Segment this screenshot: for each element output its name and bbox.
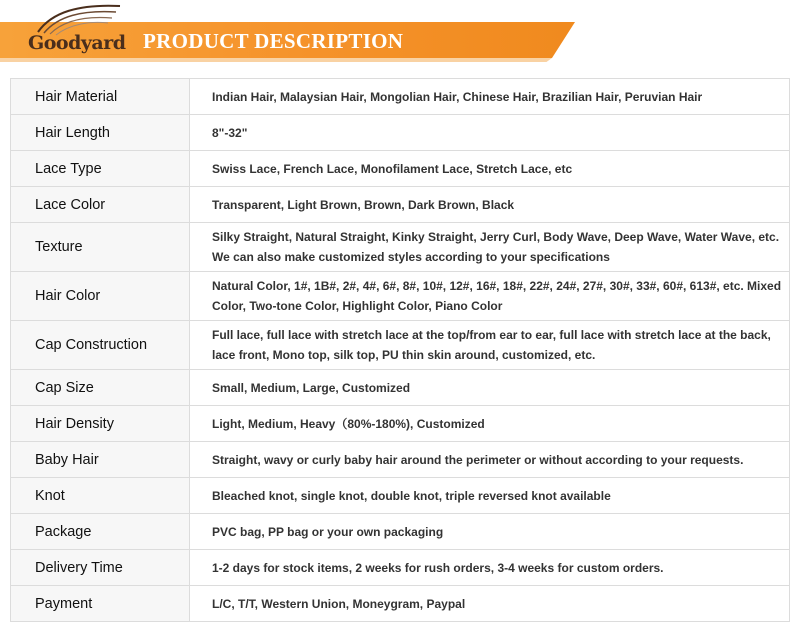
- table-row: [11, 272, 790, 321]
- row-label: Payment: [11, 586, 190, 622]
- table-row: [11, 151, 790, 187]
- row-label: Cap Construction: [11, 321, 190, 370]
- table-row: [11, 79, 790, 115]
- row-value: Natural Color, 1#, 1B#, 2#, 4#, 6#, 8#, 10#, 12#, 16#, 18#, 22#, 24#, 27#, 30#, 33#, 60#, 613#, etc. Mixed Color, Two-tone Color, Highlight Color, Piano Color: [190, 272, 790, 321]
- row-value: Small, Medium, Large, Customized: [190, 370, 790, 406]
- table-row: [11, 115, 790, 151]
- row-label: Hair Material: [11, 79, 190, 115]
- row-value: 8"-32": [190, 115, 790, 151]
- header: [0, 0, 800, 70]
- row-label: Hair Density: [11, 406, 190, 442]
- row-value: Indian Hair, Malaysian Hair, Mongolian Hair, Chinese Hair, Brazilian Hair, Peruvian Hair: [190, 79, 790, 115]
- row-value: PVC bag, PP bag or your own packaging: [190, 514, 790, 550]
- row-value: 1-2 days for stock items, 2 weeks for rush orders, 3-4 weeks for custom orders.: [190, 550, 790, 586]
- product-spec-table: [10, 78, 790, 622]
- row-label: Baby Hair: [11, 442, 190, 478]
- row-label: Texture: [11, 223, 190, 272]
- hair-swoosh-icon: [34, 2, 124, 36]
- logo-text: Goodyard: [28, 32, 126, 54]
- table-row: [11, 321, 790, 370]
- page-title: PRODUCT DESCRIPTION: [143, 29, 404, 53]
- table-row: [11, 478, 790, 514]
- table-row: [11, 514, 790, 550]
- row-label: Lace Color: [11, 187, 190, 223]
- row-label: Lace Type: [11, 151, 190, 187]
- row-value: Light, Medium, Heavy（80%-180%), Customized: [190, 406, 790, 442]
- row-value: L/C, T/T, Western Union, Moneygram, Paypal: [190, 586, 790, 622]
- table-row: [11, 223, 790, 272]
- row-value: Full lace, full lace with stretch lace at the top/from ear to ear, full lace with stretch lace at the back, lace front, Mono top, silk top, PU thin skin around, customized, etc.: [190, 321, 790, 370]
- row-label: Knot: [11, 478, 190, 514]
- row-value: Swiss Lace, French Lace, Monofilament Lace, Stretch Lace, etc: [190, 151, 790, 187]
- row-value: Straight, wavy or curly baby hair around the perimeter or without according to your requests.: [190, 442, 790, 478]
- row-value: Bleached knot, single knot, double knot, triple reversed knot available: [190, 478, 790, 514]
- row-label: Hair Color: [11, 272, 190, 321]
- row-label: Delivery Time: [11, 550, 190, 586]
- table-row: [11, 187, 790, 223]
- table-row: [11, 370, 790, 406]
- row-value: Silky Straight, Natural Straight, Kinky Straight, Jerry Curl, Body Wave, Deep Wave, Water Wave, etc. We can also make customized styles according to your specifications: [190, 223, 790, 272]
- row-value: Transparent, Light Brown, Brown, Dark Brown, Black: [190, 187, 790, 223]
- row-label: Package: [11, 514, 190, 550]
- row-label: Cap Size: [11, 370, 190, 406]
- table-row: [11, 406, 790, 442]
- table-row: [11, 550, 790, 586]
- table-row: [11, 442, 790, 478]
- logo: [22, 2, 127, 60]
- table-row: [11, 586, 790, 622]
- row-label: Hair Length: [11, 115, 190, 151]
